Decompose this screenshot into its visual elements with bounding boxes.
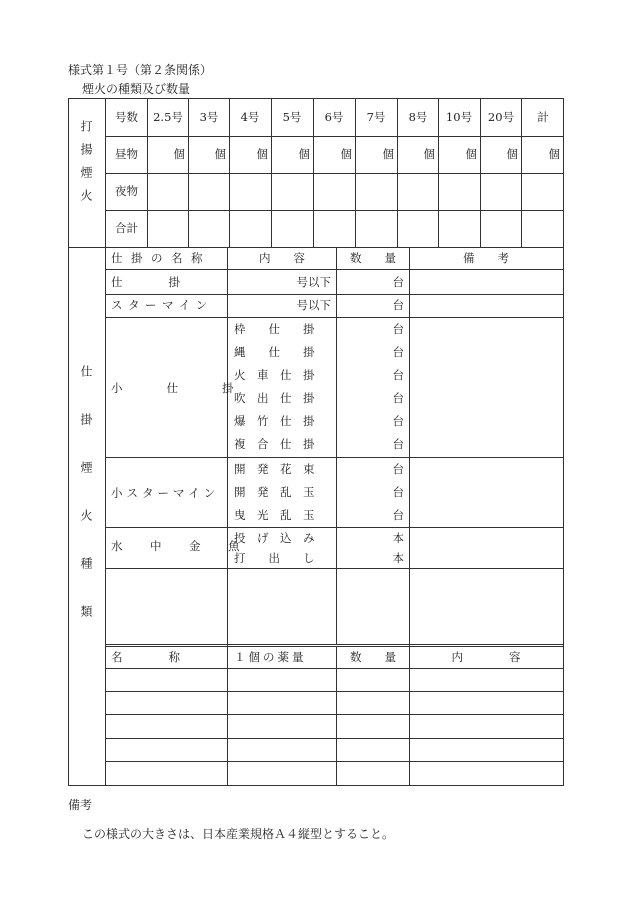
unit-ko: 個	[465, 147, 477, 161]
kojikake-item: 火 車 仕 掛	[234, 368, 315, 382]
row-shikake-content: 号以下	[296, 275, 331, 289]
ko-starmine-item-unit: 台	[392, 462, 404, 476]
row-shikake-unit: 台	[392, 275, 404, 289]
col-header-4: 4号	[240, 110, 260, 124]
ko-starmine-name: 小スターマイン	[111, 486, 220, 500]
col-header-10: 10号	[445, 110, 473, 124]
unit-ko: 個	[214, 147, 226, 161]
header-content: 内 容	[259, 251, 305, 265]
col-header-6: 6号	[324, 110, 344, 124]
unit-ko: 個	[256, 147, 268, 161]
col-header-20: 20号	[487, 110, 515, 124]
kojikake-item-unit: 台	[392, 345, 404, 359]
row-shikake-name: 仕 掛	[111, 275, 180, 289]
kojikake-item-unit: 台	[392, 414, 404, 428]
notes-heading: 備考	[68, 798, 93, 812]
shikake-section-label: 仕掛煙火種類	[79, 365, 93, 653]
row-starmine-content: 号以下	[296, 298, 331, 312]
col-header-3: 3号	[199, 110, 219, 124]
kojikake-item-unit: 台	[392, 368, 404, 382]
unit-ko: 個	[506, 147, 518, 161]
kojikake-item-unit: 台	[392, 391, 404, 405]
row-label-goukei: 合計	[115, 221, 138, 235]
unit-ko: 個	[298, 147, 310, 161]
suichu-item: 打 出 し	[234, 551, 315, 565]
fireworks-form-table	[68, 98, 564, 786]
kojikake-item-unit: 台	[392, 322, 404, 336]
kojikake-item-unit: 台	[392, 437, 404, 451]
kojikake-item: 吹 出 仕 掛	[234, 391, 315, 405]
col-header-8: 8号	[408, 110, 428, 124]
row-label-hirumono: 昼物	[115, 147, 138, 161]
suichu-item-unit: 本	[392, 531, 404, 545]
suichu-item-unit: 本	[392, 551, 404, 565]
suichu-name: 水 中 金 魚	[111, 539, 248, 553]
header-quantity: 数 量	[350, 251, 396, 265]
col-header-5: 5号	[282, 110, 302, 124]
unit-ko: 個	[382, 147, 394, 161]
kojikake-item: 複 合 仕 掛	[234, 437, 315, 451]
header-remarks: 備 考	[463, 251, 509, 265]
suichu-item: 投 げ 込 み	[234, 531, 315, 545]
unit-ko: 個	[173, 147, 185, 161]
row-label-yorumono: 夜物	[115, 184, 138, 198]
kojikake-item: 爆 竹 仕 掛	[234, 414, 315, 428]
bottom-header-dose: １個の薬量	[234, 650, 307, 664]
row-starmine-name: スターマイン	[111, 298, 213, 312]
ko-starmine-item: 開 発 花 束	[234, 462, 315, 476]
ko-starmine-item: 開 発 乱 玉	[234, 485, 315, 499]
col-header-7: 7号	[366, 110, 386, 124]
uchiage-section-label: 打揚煙火	[79, 120, 93, 212]
kojikake-name: 小 仕 掛	[111, 381, 241, 395]
form-title: 様式第１号（第２条関係）	[68, 63, 213, 77]
row-starmine-unit: 台	[392, 298, 404, 312]
bottom-header-content: 内 容	[451, 650, 521, 664]
unit-ko: 個	[423, 147, 435, 161]
row-label-gosuu: 号数	[115, 110, 138, 124]
notes-text: この様式の大きさは、日本産業規格Ａ４縦型とすること。	[82, 827, 395, 841]
col-header-total: 計	[537, 110, 549, 124]
col-header-2-5: 2.5号	[153, 110, 183, 124]
bottom-header-quantity: 数 量	[350, 650, 396, 664]
kojikake-item: 縄 仕 掛	[234, 345, 315, 359]
ko-starmine-item: 曳 光 乱 玉	[234, 508, 315, 522]
ko-starmine-item-unit: 台	[392, 485, 404, 499]
unit-ko: 個	[340, 147, 352, 161]
kojikake-item: 枠 仕 掛	[234, 322, 315, 336]
bottom-header-name: 名 称	[111, 650, 180, 664]
header-shikake-name: 仕掛の名称	[111, 251, 211, 265]
ko-starmine-item-unit: 台	[392, 508, 404, 522]
form-subtitle: 煙火の種類及び数量	[82, 82, 191, 96]
table-grid-lines	[68, 98, 564, 786]
unit-ko: 個	[548, 147, 560, 161]
